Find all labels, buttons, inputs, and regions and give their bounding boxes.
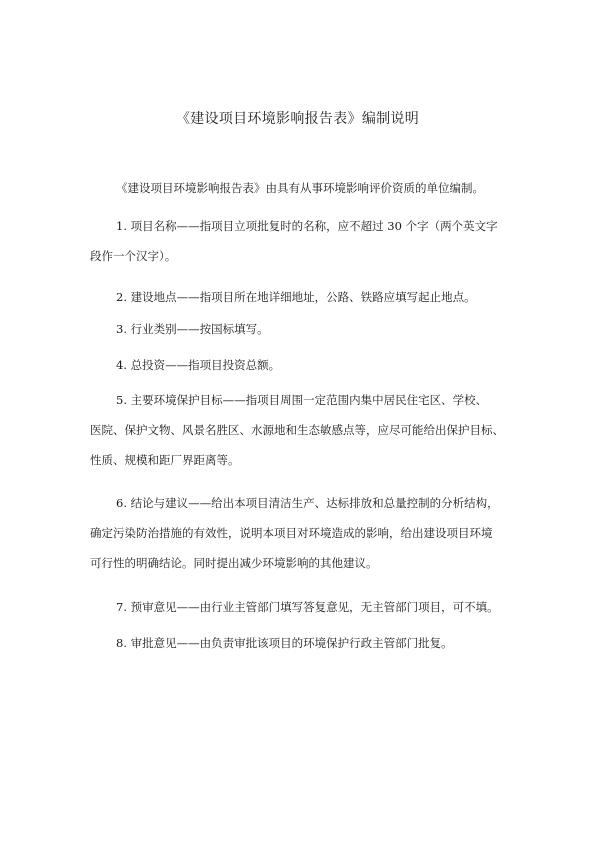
item-1-line-2: 段作一个汉字）。 <box>90 249 177 263</box>
item-1-project-name <box>90 211 520 271</box>
document-title: 《建设项目环境影响报告表》编制说明 <box>175 111 420 127</box>
item-5-line-1: 5. 主要环境保护目标——指项目周围一定范围内集中居民住宅区、学校、 <box>116 393 488 407</box>
item-4-total-investment <box>90 350 520 380</box>
item-5-line-2: 医院、保护文物、风景名胜区、水源地和生态敏感点等，应尽可能给出保护目标、 <box>90 423 504 437</box>
item-5-line-3: 性质、规模和距厂界距离等。 <box>90 453 240 467</box>
item-6-line-3: 可行性的明确结论。同时提出减少环境影响的其他建议。 <box>90 556 378 570</box>
item-2-line-1: 2. 建设地点——指项目所在地详细地址，公路、铁路应填写起止地点。 <box>116 290 476 304</box>
item-6-conclusions <box>90 488 520 578</box>
item-7-preliminary-review <box>90 592 520 622</box>
item-6-line-1: 6. 结论与建议——给出本项目清洁生产、达标排放和总量控制的分析结构， <box>116 496 499 510</box>
item-6-line-2: 确定污染防治措施的有效性，说明本项目对环境造成的影响，给出建设项目环境 <box>90 526 493 540</box>
item-3-line-1: 3. 行业类别——按国标填写。 <box>116 322 269 336</box>
item-1-line-1: 1. 项目名称——指项目立项批复时的名称，应不超过 30 个字（两个英文字 <box>116 219 498 233</box>
item-8-approval-opinion <box>90 628 520 658</box>
intro-paragraph: 《建设项目环境影响报告表》由具有从事环境影响评价资质的单位编制。 <box>116 181 484 195</box>
item-7-line-1: 7. 预审意见——由行业主管部门填写答复意见，无主管部门项目，可不填。 <box>116 600 499 614</box>
item-2-construction-site <box>90 282 520 312</box>
item-4-line-1: 4. 总投资——指项目投资总额。 <box>116 358 281 372</box>
item-8-line-1: 8. 审批意见——由负责审批该项目的环境保护行政主管部门批复。 <box>116 636 453 650</box>
item-5-protection-targets <box>90 385 520 475</box>
item-3-industry-category <box>90 314 520 344</box>
